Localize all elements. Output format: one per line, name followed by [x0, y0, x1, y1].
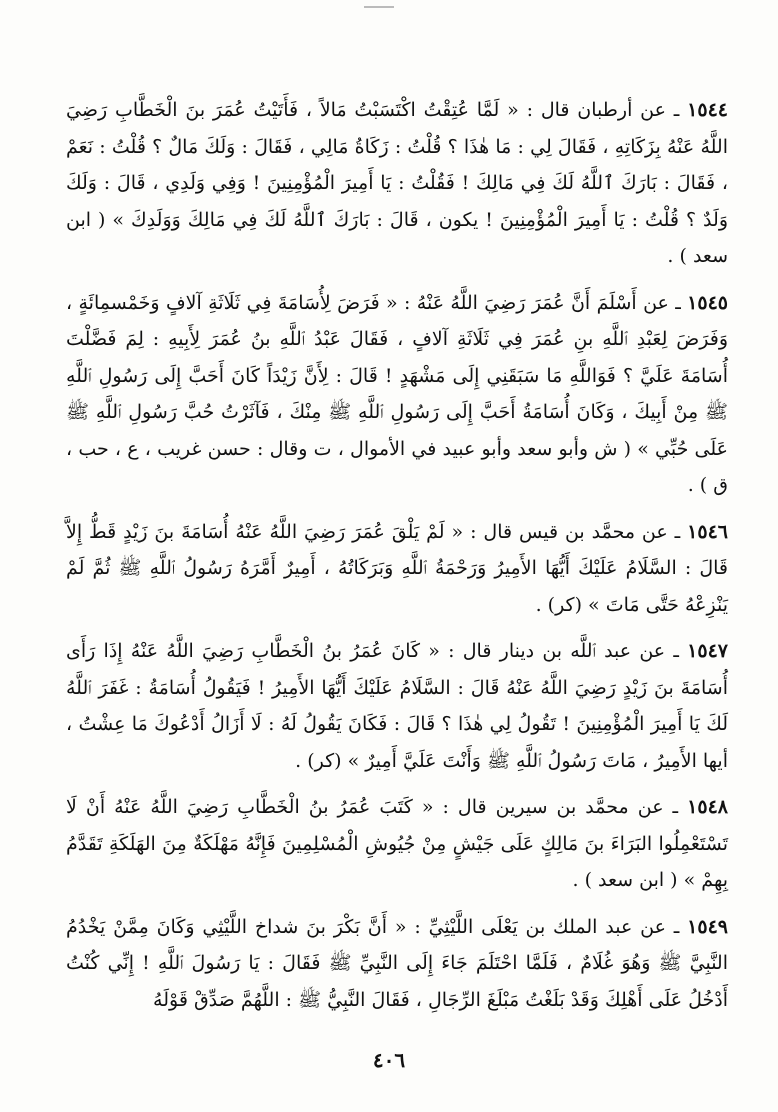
hadith-text: « فَرَضَ لِأُسَامَةَ فِي ثَلَاثَةِ آلافٍ وَخَمْسمِائَةٍ ، وَفَرَضَ لِعَبْدِ ٱللَّهِ بنِ عُمَرَ فِي ثَلَاثَةِ آلافٍ ، فَقَالَ عَبْدُ ٱللَّهِ بنُ عُمَرَ لِأَبِيهِ : لِمَ فَضَّلْتَ أُسَامَةَ عَلَيَّ ؟ فَوَاللَّهِ مَا سَبَقَنِي إِلَى مَشْهَدٍ ! قَالَ : لِأَنَّ زَيْدَاً كَانَ أَحَبَّ إِلَى رَسُولِ ٱللَّهِ ﷺ مِنْ أَبِيكَ ، وَكَانَ أُسَامَةُ أَحَبَّ إِلَى رَسُولِ ٱللَّهِ ﷺ مِنْكَ ، فَآثَرْتُ حُبَّ رَسُولِ ٱللَّهِ ﷺ عَلَى حُبِّي » ( ش وأبو سعد وأبو عبيد في الأموال ، ت وقال : حسن غريب ، ع ، حب ، ق ) . — [66, 291, 728, 496]
hadith-narrator: عن محمَّد بن سيرين قال : — [442, 796, 664, 818]
hadith-number: ١٥٤٧ — [687, 640, 728, 662]
page-body — [66, 92, 728, 1028]
hadith-1548: ١٥٤٨ ـ عن محمَّد بن سيرين قال : « كَتَبَ عُمَرُ بنُ الْخَطَّابِ رَضِيَ اللَّهُ عَنْهُ أَنْ لَا تَسْتَعْمِلُوا البَرَاءَ بنَ مَالِكٍ عَلَى جَيْشٍ مِنْ جُيُوشِ الْمُسْلِمِينَ فَإِنَّهُ مَهْلَكَةٌ مِنَ الهَلَكَةِ تَقَدَّمُ بِهِمْ » ( ابن سعد ) . — [66, 796, 728, 891]
hadith-1544: ١٥٤٤ ـ عن أرطبان قال : « لَمَّا عُتِقْتُ اكْتَسَبْتُ مَالاً ، فَأَتَيْتُ عُمَرَ بنَ الْخَطَّابِ رَضِيَ اللَّهُ عَنْهُ بِزَكَاتِهِ ، فَقَالَ لِي : مَا هٰذَا ؟ قُلْتُ : زَكَاةُ مَالِي ، فَقَالَ : وَلَكَ مَالٌ ؟ قُلْتُ : نَعَمْ ، فَقَالَ : بَارَكَ ٱللَّهُ لَكَ فِي مَالِكَ ! فَقُلْتُ : يَا أَمِيرَ الْمُؤْمِنِينَ ! وَفِي وَلَدِي ، قَالَ : وَلَكَ وَلَدٌ ؟ قُلْتُ : يَا أَمِيرَ الْمُؤْمِنِينَ ! يكون ، قَالَ : بَارَكَ ٱللَّهُ لَكَ فِي مَالِكَ وَوَلَدِكَ » ( ابن سعد ) . — [66, 99, 728, 267]
hadith-number: ١٥٤٥ — [687, 291, 728, 314]
hadith-narrator: عن عبد ٱللَّه بن دينار قال : — [448, 640, 666, 662]
hadith-text: « كَانَ عُمَرُ بنُ الْخَطَّابِ رَضِيَ اللَّهُ عَنْهُ إِذَا رَأَى أُسَامَةَ بنَ زَيْدٍ رَضِيَ اللَّهُ عَنْهُ قَالَ : السَّلَامُ عَلَيْكَ أَيُّهَا الأَمِيرُ ! فَيَقُولُ أُسَامَةُ : غَفَرَ ٱللَّهُ لَكَ يَا أَمِيرَ الْمُؤْمِنِينَ ! تَقُولُ لِي هٰذَا ؟ قَالَ : فَكَانَ يَقُولُ لَهُ : لَا أَزَالُ أَدْعُوكَ مَا عِشْتُ ، أيها الأَمِيرُ ، مَاتَ رَسُولُ ٱللَّهِ ﷺ وَأَنْتَ عَلَيَّ أَمِيرٌ » (كر) . — [66, 640, 728, 772]
hadith-number: ١٥٤٦ — [687, 520, 728, 543]
page-number: ٤٠٦ — [372, 1048, 406, 1072]
hadith-text: « أَنَّ بَكْرَ بنَ شداخ اللَّيْثِي وَكَانَ مِمَّنْ يَخْدُمُ النَّبِيَّ ﷺ وَهُوَ غُلَامٌ ، فَلَمَّا احْتَلَمَ جَاءَ إِلَى النَّبِيِّ ﷺ فَقَالَ : يَا رَسُولَ ٱللَّهِ ! إِنِّي كُنْتُ أَدْخُلُ عَلَى أَهْلِكَ وَقَدْ بَلَغْتُ مَبْلَغَ الرِّجَالِ ، فَقَالَ النَّبِيُّ ﷺ : اللَّهُمَّ صَدِّقْ قَوْلَهُ — [66, 915, 728, 1011]
hadith-1545: ١٥٤٥ ـ عن أَسْلَمَ أَنَّ عُمَرَ رَضِيَ اللَّهُ عَنْهُ : « فَرَضَ لِأُسَامَةَ فِي ثَلَاثَةِ آلافٍ وَخَمْسمِائَةٍ ، وَفَرَضَ لِعَبْدِ ٱللَّهِ بنِ عُمَرَ فِي ثَلَاثَةِ آلافٍ ، فَقَالَ عَبْدُ ٱللَّهِ بنُ عُمَرَ لِأَبِيهِ : لِمَ فَضَّلْتَ أُسَامَةَ عَلَيَّ ؟ فَوَاللَّهِ مَا سَبَقَنِي إِلَى مَشْهَدٍ ! قَالَ : لِأَنَّ زَيْدَاً كَانَ أَحَبَّ إِلَى رَسُولِ ٱللَّهِ ﷺ مِنْ أَبِيكَ ، وَكَانَ أُسَامَةُ أَحَبَّ إِلَى رَسُولِ ٱللَّهِ ﷺ مِنْكَ ، فَآثَرْتُ حُبَّ رَسُولِ ٱللَّهِ ﷺ عَلَى حُبِّي » ( ش وأبو سعد وأبو عبيد في الأموال ، ت وقال : حسن غريب ، ع ، حب ، ق ) . — [66, 291, 728, 496]
hadith-1546: ١٥٤٦ ـ عن محمَّد بن قيس قال : « لَمْ يَلْقَ عُمَرَ رَضِيَ اللَّهُ عَنْهُ أُسَامَةَ بنَ زَيْدٍ قَطُّ إِلاَّ قَالَ : السَّلَامُ عَلَيْكَ أَيُّهَا الأَمِيرُ وَرَحْمَةُ ٱللَّهِ وَبَرَكَاتُهُ ، أَمِيرٌ أَمَّرَهُ رَسُولُ ٱللَّهِ ﷺ ثُمَّ لَمْ يَنْزِعْهُ حَتَّى مَاتَ » (كر) . — [66, 520, 728, 616]
hadith-narrator: عن أَسْلَمَ أَنَّ عُمَرَ رَضِيَ اللَّهُ عَنْهُ : — [404, 291, 669, 314]
hadith-1549: ١٥٤٩ ـ عن عبد الملك بن يَعْلَى اللَّيْثِيِّ : « أَنَّ بَكْرَ بنَ شداخ اللَّيْثِي وَكَانَ مِمَّنْ يَخْدُمُ النَّبِيَّ ﷺ وَهُوَ غُلَامٌ ، فَلَمَّا احْتَلَمَ جَاءَ إِلَى النَّبِيِّ ﷺ فَقَالَ : يَا رَسُولَ ٱللَّهِ ! إِنِّي كُنْتُ أَدْخُلُ عَلَى أَهْلِكَ وَقَدْ بَلَغْتُ مَبْلَغَ الرِّجَالِ ، فَقَالَ النَّبِيُّ ﷺ : اللَّهُمَّ صَدِّقْ قَوْلَهُ — [66, 915, 728, 1011]
hadith-text: « لَمْ يَلْقَ عُمَرَ رَضِيَ اللَّهُ عَنْهُ أُسَامَةَ بنَ زَيْدٍ قَطُّ إِلاَّ قَالَ : السَّلَامُ عَلَيْكَ أَيُّهَا الأَمِيرُ وَرَحْمَةُ ٱللَّهِ وَبَرَكَاتُهُ ، أَمِيرٌ أَمَّرَهُ رَسُولُ ٱللَّهِ ﷺ ثُمَّ لَمْ يَنْزِعْهُ حَتَّى مَاتَ » (كر) . — [66, 520, 728, 616]
hadith-narrator: عن أرطبان قال : — [526, 99, 666, 121]
hadith-number: ١٥٤٤ — [687, 99, 728, 121]
hadith-number: ١٥٤٨ — [687, 796, 728, 818]
hadith-text: « كَتَبَ عُمَرُ بنُ الْخَطَّابِ رَضِيَ اللَّهُ عَنْهُ أَنْ لَا تَسْتَعْمِلُوا البَرَاءَ بنَ مَالِكٍ عَلَى جَيْشٍ مِنْ جُيُوشِ الْمُسْلِمِينَ فَإِنَّهُ مَهْلَكَةٌ مِنَ الهَلَكَةِ تَقَدَّمُ بِهِمْ » ( ابن سعد ) . — [66, 796, 728, 891]
hadith-narrator: عن محمَّد بن قيس قال : — [470, 520, 668, 543]
hadith-number: ١٥٤٩ — [687, 915, 728, 938]
hadith-1547: ١٥٤٧ ـ عن عبد ٱللَّه بن دينار قال : « كَانَ عُمَرُ بنُ الْخَطَّابِ رَضِيَ اللَّهُ عَنْهُ إِذَا رَأَى أُسَامَةَ بنَ زَيْدٍ رَضِيَ اللَّهُ عَنْهُ قَالَ : السَّلَامُ عَلَيْكَ أَيُّهَا الأَمِيرُ ! فَيَقُولُ أُسَامَةُ : غَفَرَ ٱللَّهُ لَكَ يَا أَمِيرَ الْمُؤْمِنِينَ ! تَقُولُ لِي هٰذَا ؟ قَالَ : فَكَانَ يَقُولُ لَهُ : لَا أَزَالُ أَدْعُوكَ مَا عِشْتُ ، أيها الأَمِيرُ ، مَاتَ رَسُولُ ٱللَّهِ ﷺ وَأَنْتَ عَلَيَّ أَمِيرٌ » (كر) . — [66, 640, 728, 772]
scan-mark — [364, 6, 394, 8]
hadith-narrator: عن عبد الملك بن يَعْلَى اللَّيْثِيِّ : — [414, 915, 666, 938]
hadith-text: « لَمَّا عُتِقْتُ اكْتَسَبْتُ مَالاً ، فَأَتَيْتُ عُمَرَ بنَ الْخَطَّابِ رَضِيَ اللَّهُ عَنْهُ بِزَكَاتِهِ ، فَقَالَ لِي : مَا هٰذَا ؟ قُلْتُ : زَكَاةُ مَالِي ، فَقَالَ : وَلَكَ مَالٌ ؟ قُلْتُ : نَعَمْ ، فَقَالَ : بَارَكَ ٱللَّهُ لَكَ فِي مَالِكَ ! فَقُلْتُ : يَا أَمِيرَ الْمُؤْمِنِينَ ! وَفِي وَلَدِي ، قَالَ : وَلَكَ وَلَدٌ ؟ قُلْتُ : يَا أَمِيرَ الْمُؤْمِنِينَ ! يكون ، قَالَ : بَارَكَ ٱللَّهُ لَكَ فِي مَالِكَ وَوَلَدِكَ » ( ابن سعد ) . — [66, 99, 728, 267]
